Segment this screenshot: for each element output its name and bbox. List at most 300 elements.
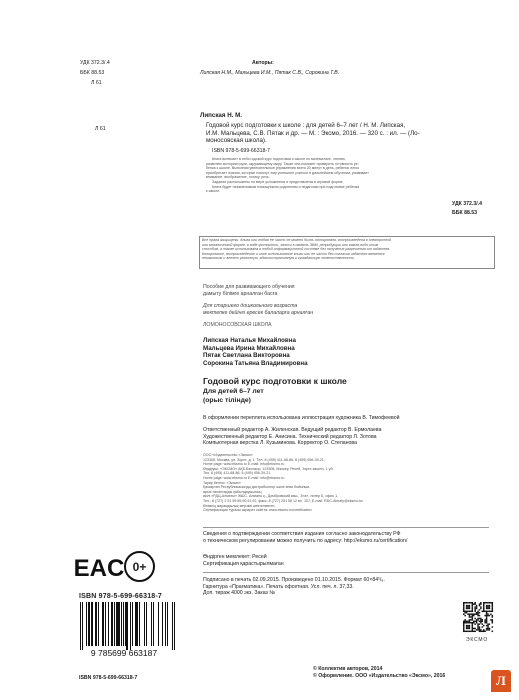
qr-module <box>474 608 475 609</box>
publisher-line: Тел. 8 (495) 411-68-86, 8 (495) 956-39-21 <box>203 471 271 476</box>
qr-module <box>486 605 487 606</box>
catalog-bbk: ББК 88.53 <box>452 210 478 216</box>
catalog-desc-line: моносовская школа). <box>206 137 267 145</box>
age-line: Для старшего дошкольного возраста <box>203 303 298 309</box>
qr-module <box>469 626 470 627</box>
qr-module <box>476 612 477 613</box>
qr-module <box>483 609 484 610</box>
qr-module <box>489 602 490 603</box>
qr-module <box>477 628 478 629</box>
book-subtitle-lang: (орыс тілінде) <box>203 397 251 404</box>
barcode-bar <box>80 602 81 650</box>
qr-module <box>472 631 473 632</box>
qr-module <box>473 615 474 616</box>
qr-module <box>477 613 478 614</box>
qr-module <box>487 611 488 612</box>
qr-module <box>463 606 464 607</box>
qr-module <box>464 621 465 622</box>
barcode-bar <box>123 602 124 646</box>
publisher-line: Өндіруші: «ЭКСМО» АҚБ Баспасы, 123308, Мәскеу, Ресей, Зорге көшесі, 1 үй. <box>203 466 334 471</box>
barcode-bar <box>127 602 128 650</box>
qr-module <box>467 608 468 609</box>
qr-module <box>476 608 477 609</box>
qr-module <box>472 626 473 627</box>
qr-module <box>482 619 483 620</box>
book-subtitle: Для детей 6–7 лет <box>203 388 264 395</box>
barcode-bar <box>139 602 140 646</box>
qr-module <box>469 615 470 616</box>
qr-module <box>474 631 475 632</box>
qr-module <box>467 622 468 623</box>
qr-module <box>479 626 480 627</box>
qr-module <box>483 625 484 626</box>
qr-module <box>463 622 464 623</box>
qr-module <box>492 631 493 632</box>
qr-module <box>469 619 470 620</box>
qr-module <box>492 603 493 604</box>
qr-module <box>479 623 480 624</box>
print-line: Гарнитура «Прагматика». Печать офсетная. Усл. печ. л. 37,33. <box>203 583 354 590</box>
qr-module <box>484 615 485 616</box>
age-rating-text: 0+ <box>132 559 147 574</box>
publisher-line: Home page: www.eksmo.ru E-mail: info@eksmo.ru <box>203 462 285 467</box>
origin-line: Өндірген мемлекет: Ресей <box>203 554 267 560</box>
qr-module <box>474 628 475 629</box>
barcode-bar <box>162 602 163 646</box>
qr-module <box>477 629 478 630</box>
barcode-isbn-label: ISBN 978-5-699-66318-7 <box>79 593 163 600</box>
qr-module <box>464 622 465 623</box>
barcode-bar <box>117 602 118 646</box>
qr-module <box>472 606 473 607</box>
qr-module <box>467 631 468 632</box>
qr-module <box>467 613 468 614</box>
qr-module <box>474 623 475 624</box>
qr-module <box>466 606 467 607</box>
barcode <box>72 602 176 657</box>
qr-module <box>486 622 487 623</box>
qr-module <box>466 621 467 622</box>
header-bbk: ББК 88.53 <box>80 70 105 76</box>
publisher-info <box>203 453 363 513</box>
qr-module <box>477 611 478 612</box>
barcode-bar <box>130 602 131 650</box>
annotation-line: развитию моторики руки, окружающему миру. Также она поможет проверить готовность ре- <box>206 161 360 166</box>
qr-module <box>466 626 467 627</box>
barcode-bar <box>108 602 109 646</box>
qr-module <box>483 606 484 607</box>
qr-module <box>489 615 490 616</box>
publisher-line: Home page: www.eksmo.ru E-mail: info@eksmo.ru <box>203 475 285 480</box>
qr-module <box>466 608 467 609</box>
qr-module <box>486 619 487 620</box>
qr-module <box>476 619 477 620</box>
qr-module <box>469 608 470 609</box>
qr-module <box>492 606 493 607</box>
qr-module <box>487 606 488 607</box>
qr-module <box>489 623 490 624</box>
qr-module <box>490 619 491 620</box>
qr-module <box>463 625 464 626</box>
qr-module <box>482 611 483 612</box>
qr-module <box>469 622 470 623</box>
qr-module <box>492 615 493 616</box>
header-udk: УДК 372.3/.4 <box>80 60 110 66</box>
qr-module <box>492 605 493 606</box>
qr-module <box>479 612 480 613</box>
catalog-isbn: ISBN 978-5-699-66318-7 <box>212 148 270 154</box>
cover-illustration-note: В оформлении переплета использована иллюстрация художника В. Тимофеевой <box>203 415 400 421</box>
qr-module <box>483 603 484 604</box>
publisher-line: өкілі «РДЦ-Алматы» ЖШС, Алматы қ., Домбровский көш., 3«а», литер Б, офис 1. <box>203 494 339 499</box>
qr-module <box>484 619 485 620</box>
qr-module <box>483 631 484 632</box>
conformity-line: о техническом регулировании можно получить по адресу: http://eksmo.ru/certification/ <box>203 537 408 544</box>
qr-module <box>467 625 468 626</box>
qr-module <box>466 605 467 606</box>
barcode-bar <box>91 602 92 646</box>
qr-module <box>472 615 473 616</box>
qr-module <box>474 611 475 612</box>
qr-module <box>474 603 475 604</box>
qr-module <box>477 623 478 624</box>
catalog-code: Л 61 <box>95 126 106 132</box>
qr-module <box>469 606 470 607</box>
qr-module <box>483 608 484 609</box>
catalog-desc-line: И.М. Мальцева, С.В. Пятак и др. — М. : Эксмо, 2016. — 320 с. : ил. — (Ло- <box>206 129 420 137</box>
qr-module <box>463 602 464 603</box>
catalog-author: Липская Н. М. <box>200 112 242 119</box>
qr-module <box>467 628 468 629</box>
qr-module <box>474 618 475 619</box>
qr-module <box>480 608 481 609</box>
notice-line: Все права защищены. Книга или любая ее часть не может быть скопирована, воспроизведена в электронной <box>202 238 392 242</box>
qr-module <box>486 625 487 626</box>
notice-line: способом, а также использована в любой информационной системе без получения разрешения от издателя. <box>202 247 391 252</box>
qr-module <box>487 629 488 630</box>
catalog-udk: УДК 372.3/.4 <box>452 201 483 207</box>
qr-module <box>470 619 471 620</box>
qr-module <box>492 619 493 620</box>
qr-module <box>476 629 477 630</box>
qr-module <box>483 602 484 603</box>
qr-module <box>463 608 464 609</box>
qr-module <box>466 631 467 632</box>
qr-module <box>472 602 473 603</box>
conformity-info <box>203 531 407 544</box>
qr-module <box>464 611 465 612</box>
qr-module <box>472 611 473 612</box>
barcode-bar <box>119 602 120 646</box>
notice-line: Копирование, воспроизведение и иное использование книги или ее части без согласия издателя является <box>202 251 385 256</box>
qr-module <box>469 631 470 632</box>
qr-module <box>479 618 480 619</box>
barcode-bar <box>86 602 87 646</box>
qr-module <box>489 611 490 612</box>
barcode-bar <box>89 602 90 646</box>
qr-module <box>482 626 483 627</box>
qr-module <box>480 631 481 632</box>
qr-module <box>486 629 487 630</box>
purpose-line: дамыту білімге арналған басға <box>203 290 278 297</box>
qr-module <box>473 622 474 623</box>
qr-module <box>480 618 481 619</box>
barcode-bar <box>125 602 126 646</box>
qr-module <box>469 628 470 629</box>
qr-module <box>472 605 473 606</box>
barcode-bar <box>167 602 168 646</box>
qr-module <box>463 631 464 632</box>
barcode-bar <box>174 602 175 650</box>
qr-module <box>480 603 481 604</box>
print-info <box>203 577 385 597</box>
purpose <box>203 284 295 297</box>
qr-module <box>473 628 474 629</box>
qr-module <box>479 603 480 604</box>
qr-module <box>472 619 473 620</box>
qr-module <box>480 622 481 623</box>
qr-module <box>469 621 470 622</box>
catalog-description <box>206 122 481 145</box>
qr-module <box>463 611 464 612</box>
barcode-bar <box>137 602 138 646</box>
annotation-line: приобретает знания, которые помогут ему успешнее учиться в дальнейшем обучении, развивает <box>206 170 369 175</box>
qr-module <box>480 621 481 622</box>
qr-module <box>486 628 487 629</box>
divider <box>203 527 489 528</box>
qr-module <box>476 621 477 622</box>
watermark-letter: Л <box>496 673 506 688</box>
qr-module <box>490 602 491 603</box>
qr-module <box>486 611 487 612</box>
qr-module <box>480 606 481 607</box>
barcode-bar <box>144 602 145 646</box>
copyright-line: © Коллектив авторов, 2014 <box>313 666 383 672</box>
publisher-line: Тауар белгісі: «Эксмо» <box>203 480 241 485</box>
qr-module <box>492 621 493 622</box>
age-group <box>203 303 313 316</box>
qr-module <box>473 631 474 632</box>
publisher-line: Қазақстан Республикасында дистрибьютор және өнім бойынша <box>203 485 310 490</box>
qr-module <box>482 621 483 622</box>
qr-module <box>484 611 485 612</box>
barcode-digits: 9 785699 663187 <box>90 648 158 658</box>
qr-module <box>472 603 473 604</box>
qr-module <box>492 609 493 610</box>
book-title: Годовой курс подготовки к школе <box>203 376 347 386</box>
qr-module <box>466 622 467 623</box>
barcode-bar <box>105 602 106 646</box>
divider <box>203 572 489 573</box>
qr-module <box>480 602 481 603</box>
eac-mark <box>73 554 125 582</box>
qr-module <box>463 629 464 630</box>
qr-module <box>477 618 478 619</box>
qr-module <box>474 621 475 622</box>
qr-module <box>490 611 491 612</box>
author-name: Сорокина Татьяна Владимировна <box>203 359 308 367</box>
barcode-bar <box>114 602 115 646</box>
qr-module <box>469 611 470 612</box>
qr-module <box>466 611 467 612</box>
qr-module <box>472 616 473 617</box>
publisher-line: 123308, Москва, ул. Зорге, д. 1. Тел. 8 (495) 411-68-86, 8 (495) 956-39-21. <box>203 457 325 462</box>
barcode-bar <box>136 602 137 646</box>
qr-module <box>464 631 465 632</box>
print-line: Подписано в печать 02.09.2015. Произведено 01.10.2015. Формат 60×84¹/₈. <box>203 577 385 583</box>
qr-module <box>472 613 473 614</box>
qr-module <box>477 619 478 620</box>
barcode-bar <box>151 602 152 646</box>
publisher-line: Сертификация туралы ақпарат сайтта: www.eksmo.ru/certification <box>203 508 312 513</box>
conformity-line: Сведения о подтверждении соответствия издания согласно законодательству РФ <box>203 531 401 537</box>
qr-module <box>469 613 470 614</box>
copyright-line: © Оформление. ООО «Издательство «Эксмо», 2016 <box>313 672 446 679</box>
qr-module <box>472 625 473 626</box>
origin-line: Сертификация қарастырылмаған <box>203 560 284 567</box>
qr-module <box>487 602 488 603</box>
barcode-bar <box>95 602 96 646</box>
qr-module <box>486 602 487 603</box>
age-rating-badge <box>124 551 155 582</box>
qr-module <box>489 608 490 609</box>
origin-info <box>203 554 284 567</box>
editors-line: Ответственный редактор А. Жиленская. Ведущий редактор В. Ермолаева <box>203 427 382 433</box>
qr-module <box>487 626 488 627</box>
eac-logo-icon <box>73 554 125 582</box>
qr-module <box>467 621 468 622</box>
qr-module <box>487 608 488 609</box>
publisher-line: Өнімнің жарамдылық мерзімі шектелмеген. <box>203 503 276 508</box>
qr-module <box>463 603 464 604</box>
authors-label: Авторы: <box>252 60 274 66</box>
qr-module <box>472 629 473 630</box>
qr-module <box>487 623 488 624</box>
qr-module <box>477 612 478 613</box>
qr-module <box>484 602 485 603</box>
isbn-bottom: ISBN 978-5-699-66318-7 <box>79 675 138 681</box>
qr-module <box>486 612 487 613</box>
qr-module <box>466 602 467 603</box>
qr-module <box>487 615 488 616</box>
barcode-bar <box>135 602 136 646</box>
notice-line: незаконным и влечет уголовную, административную и гражданскую ответственность. <box>202 256 356 261</box>
qr-module <box>492 626 493 627</box>
editors-line: Компьютерная верстка Л. Кузьминова. Корректор О. Степанова <box>203 440 357 447</box>
print-line: Доп. тираж 4000 экз. Заказ № <box>203 590 275 597</box>
qr-module <box>472 608 473 609</box>
series-name: ЛОМОНОСОВСКАЯ ШКОЛА <box>203 322 272 328</box>
barcode-bar <box>158 602 159 646</box>
barcode-bar <box>103 602 104 646</box>
qr-module <box>489 628 490 629</box>
qr-module <box>492 616 493 617</box>
editors-line: Художественный редактор Е. Анисина. Технический редактор Л. Зотова <box>203 433 377 440</box>
barcode-bar <box>126 602 127 650</box>
qr-module <box>464 602 465 603</box>
qr-code <box>463 602 493 632</box>
qr-module <box>477 615 478 616</box>
qr-module <box>473 621 474 622</box>
qr-module <box>472 628 473 629</box>
annotation-line: Книга включает в себя годовой курс подготовки к школе по математике, чтению, <box>212 157 346 161</box>
qr-module <box>487 625 488 626</box>
qr-module <box>492 622 493 623</box>
qr-module <box>463 628 464 629</box>
barcode-bar <box>146 602 147 646</box>
qr-module <box>487 605 488 606</box>
catalog-annotation <box>206 157 488 194</box>
qr-module <box>470 622 471 623</box>
barcode-bar <box>121 602 122 646</box>
qr-module <box>476 605 477 606</box>
qr-module <box>466 612 467 613</box>
qr-module <box>483 629 484 630</box>
barcode-bar <box>88 602 89 646</box>
qr-module <box>483 605 484 606</box>
qr-module <box>479 629 480 630</box>
barcode-bar <box>116 602 117 646</box>
author-name: Пятак Светлана Викторовна <box>203 352 290 360</box>
qr-module <box>490 613 491 614</box>
qr-module <box>464 612 465 613</box>
qr-module <box>489 629 490 630</box>
qr-module <box>479 621 480 622</box>
qr-module <box>479 605 480 606</box>
editors <box>203 427 381 447</box>
annotation-line: к школе. <box>206 189 221 194</box>
header-code: Л 61 <box>91 80 102 86</box>
watermark-logo <box>491 670 511 692</box>
authors-full <box>203 337 308 367</box>
qr-module <box>466 625 467 626</box>
qr-module <box>486 608 487 609</box>
qr-module <box>463 605 464 606</box>
qr-module <box>467 605 468 606</box>
barcode-image <box>72 602 176 657</box>
qr-module <box>479 609 480 610</box>
qr-module <box>467 602 468 603</box>
qr-module <box>470 613 471 614</box>
qr-module <box>467 626 468 627</box>
annotation-line: Книга будет незаменимым помощником родителям и педагогам при подготовке ребенка <box>212 184 360 189</box>
qr-module <box>492 608 493 609</box>
qr-module <box>474 606 475 607</box>
copyright-notice <box>199 236 495 269</box>
qr-module <box>470 611 471 612</box>
copyright-holders <box>313 666 445 679</box>
qr-module <box>482 631 483 632</box>
qr-module <box>487 628 488 629</box>
qr-module <box>469 625 470 626</box>
qr-module <box>467 606 468 607</box>
qr-module <box>479 631 480 632</box>
qr-module <box>476 622 477 623</box>
publisher-line: Тел.: 8 (727) 2 51 59 89,90,91,92, факс: 8 (727) 251 58 12 вн. 107; E-mail: RDC-Almaty@eksmo.kz <box>203 498 363 503</box>
qr-module <box>486 618 487 619</box>
qr-module <box>480 619 481 620</box>
qr-module <box>486 621 487 622</box>
qr-module <box>463 621 464 622</box>
publisher-line: ООО «Издательство «Эксмо» <box>203 453 253 457</box>
qr-module <box>482 623 483 624</box>
qr-module <box>469 602 470 603</box>
qr-module <box>463 626 464 627</box>
qr-module <box>487 613 488 614</box>
barcode-bar <box>92 602 93 646</box>
qr-module <box>472 618 473 619</box>
catalog-desc-line: Годовой курс подготовки к школе : для детей 6–7 лет / Н. М. Липская, <box>206 122 406 129</box>
